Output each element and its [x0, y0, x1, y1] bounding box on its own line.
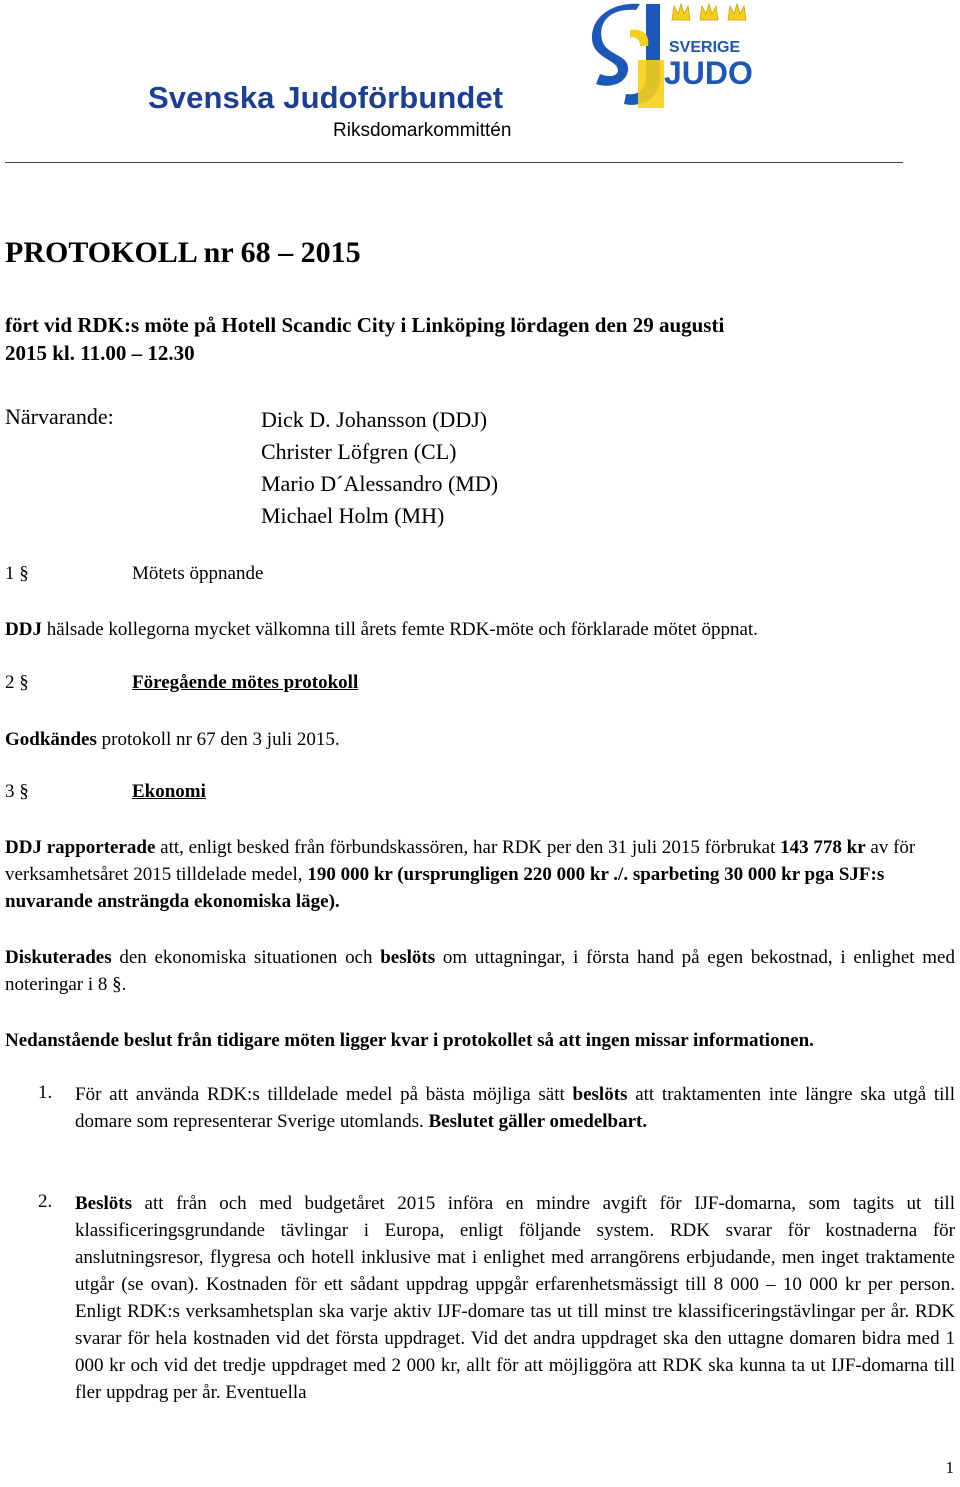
body-text: den ekonomiska situationen och — [111, 947, 381, 968]
section-3-number: 3 § — [5, 781, 29, 802]
section-2-text — [5, 726, 955, 753]
section-3-paragraph-3: Nedanstående beslut från tidigare möten ligger kvar i protokollet så att ingen missar informationen. — [5, 1030, 814, 1051]
page-number: 1 — [945, 1458, 954, 1477]
bold-text: 190 000 kr (ursprungligen 220 000 kr ./. sparbeting 30 000 kr pga SJF:s nuvarande ansträngda ekonomiska läge). — [5, 864, 885, 912]
meeting-info-line1: fört vid RDK:s möte på Hotell Scandic City i Linköping lördagen den 29 augusti — [5, 313, 725, 337]
meeting-info-line2: 2015 kl. 11.00 – 12.30 — [5, 341, 195, 365]
section-2-number: 2 § — [5, 672, 29, 693]
attendee-name: Mario D´Alessandro (MD) — [261, 471, 499, 496]
bold-text: Diskuterades — [5, 947, 112, 968]
body-text: att från och med budgetåret 2015 införa en mindre avgift för IJF-domarna, som tagits ut till klassificeringsgrundande tävlingar i Europa, enligt följande system. RDK svarar för kostnaderna för anslutningsresor, flygresa och hotell inklusive mat i enlighet med arrangörens erbjudande, men inget traktamente utgår (se ovan). Kostnaden för ett sådant uppdrag uppgår erfarenhetsmässigt till 8 000 – 10 000 kr per person. Enligt RDK:s verksamhetsplan ska varje aktiv IJF-domare tas ut till minst tre klassificeringstävlingar per år. RDK svarar för hela kostnaden vid det första uppdraget. Vid det andra uppdraget ska den uttagne domaren bidra med 1 000 kr och vid det tredje uppdraget med 2 000 kr, allt för att möjliggöra att RDK ska kunna ta ut IJF-domarna till fler uppdrag per år. Eventuella — [75, 1193, 955, 1403]
committee-name: Riksdomarkommittén — [333, 120, 512, 141]
header-divider — [5, 162, 903, 163]
bold-text: Beslöts — [75, 1193, 132, 1214]
list-item-1-text — [75, 1081, 955, 1135]
section-2-body: protokoll nr 67 den 3 juli 2015. — [96, 729, 340, 750]
section-3-title: Ekonomi — [132, 781, 206, 802]
body-text: att, enligt besked från förbundskassören, har RDK per den 31 juli 2015 förbrukat — [155, 837, 781, 858]
section-3-paragraph-1 — [5, 834, 955, 915]
section-3-paragraph-2 — [5, 944, 955, 998]
bold-text: beslöts — [572, 1084, 628, 1105]
attendee-name: Michael Holm (MH) — [261, 503, 445, 528]
logo-graphic — [590, 0, 760, 112]
document-title: PROTOKOLL nr 68 – 2015 — [5, 236, 361, 269]
bold-text: DDJ rapporterade — [5, 837, 156, 858]
meeting-info — [5, 311, 724, 367]
attendee-list — [261, 404, 498, 532]
section-1-number: 1 § — [5, 563, 29, 584]
attendance-label: Närvarande: — [5, 404, 114, 429]
bold-text: 143 778 kr — [780, 837, 866, 858]
list-item-1-number: 1. — [38, 1082, 53, 1103]
bold-text: Beslutet gäller omedelbart. — [428, 1111, 648, 1132]
sverige-judo-logo — [590, 0, 760, 112]
logo-text-judo: JUDO — [664, 55, 753, 91]
bold-text: beslöts — [380, 947, 436, 968]
section-2-subject: Godkändes — [5, 729, 97, 750]
body-text: av för verksamhetsåret 2015 tilldelade medel, — [5, 837, 916, 885]
section-1-subject: DDJ — [5, 619, 42, 640]
logo-text-sverige: SVERIGE — [669, 39, 741, 56]
attendee-name: Dick D. Johansson (DDJ) — [261, 407, 488, 432]
body-text: För att använda RDK:s tilldelade medel på bästa möjliga sätt — [75, 1084, 573, 1105]
body-text: om uttagningar, i första hand på egen bekostnad, i enlighet med noteringar i 8 §. — [5, 947, 955, 995]
attendee-name: Christer Löfgren (CL) — [261, 439, 457, 464]
body-text: att traktamenten inte längre ska utgå till domare som representerar Sverige utomlands. — [75, 1084, 955, 1132]
section-2-title: Föregående mötes protokoll — [132, 672, 359, 693]
list-item-2-text — [75, 1190, 955, 1406]
section-1-text — [5, 616, 955, 643]
section-1-title: Mötets öppnande — [132, 563, 264, 584]
list-item-2-number: 2. — [38, 1191, 53, 1212]
organization-name: Svenska Judoförbundet — [148, 80, 504, 115]
section-1-body: hälsade kollegorna mycket välkomna till årets femte RDK-möte och förklarade mötet öppnat. — [41, 619, 758, 640]
